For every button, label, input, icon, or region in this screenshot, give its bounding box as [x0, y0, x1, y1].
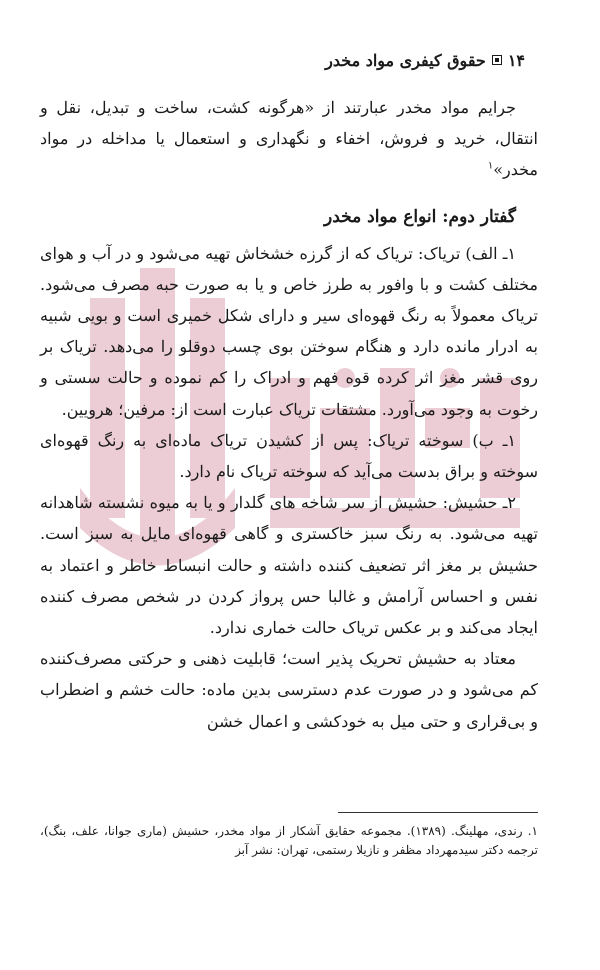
page-header — [40, 48, 525, 72]
square-bullet-icon — [492, 55, 502, 65]
footnote: ۱. رندی، مهلینگ. (۱۳۸۹). مجموعه حقایق آشکار از مواد مخدر، حشیش (ماری جوانا، علف، بنگ)، ترجمه دکتر سیدمهرداد مظفر و نازیلا رستمی، تهران: نشر آبز — [40, 824, 538, 857]
footnote-reference: ۱ — [487, 161, 494, 173]
intro-paragraph — [40, 92, 538, 186]
paragraph-hashish-addict: معتاد به حشیش تحریک پذیر است؛ قابلیت ذهنی و حرکتی مصرف‌کننده کم می‌شود و در صورت عدم دسترسی بدین ماده: حالت خشم و اضطراب و بی‌قراری و حتی میل به خودکشی و اعمال خشن — [40, 649, 538, 731]
paragraph-burnt-opium: ۱ـ ب) سوخته تریاک: پس از کشیدن تریاک ماده‌ای به رنگ قهوه‌ای سوخته و براق بدست می‌آید که سوخته تریاک نام دارد. — [40, 430, 538, 482]
section-heading: گفتار دوم: انواع مواد مخدر — [324, 206, 516, 227]
body-text — [40, 92, 538, 737]
footnote-divider — [338, 812, 538, 813]
intro-paragraph-text: جرایم مواد مخدر عبارتند از «هرگونه کشت، ساخت و تبدیل، نقل و انتقال، خرید و فروش، اخفاء و نگهداری و استعمال یا مداخله در مواد مخدر» — [40, 98, 538, 180]
paragraph-hashish: ۲ـ حشیش: حشیش از سر شاخه های گلدار و یا به میوه نشسته شاهدانه تهیه می‌شود. به رنگ سبز خاکستری و گاهی قهوه‌ای مایل به سبز است. حشیش بر مغز اثر تضعیف کننده داشته و حالت انبساط خاطر و اعتماد به نفس و احساس آرامش و غالبا حس پرواز کردن در شخص مصرف کننده ایجاد می‌کند و بر عکس تریاک حالت خماری ندارد. — [40, 493, 538, 638]
page-number: ۱۴ — [507, 50, 525, 70]
paragraph-opium: ۱ـ الف) تریاک: تریاک که از گرزه خشخاش تهیه می‌شود و در آب و هوای مختلف کشت و با وافور به طرز خاص و یا به صورت حبه مصرف می‌شود. تریاک معمولاً به رنگ قهوه‌ای سیر و دارای شکل خمیری است و بویی شبیه به ادرار مانده دارد و هنگام سوختن بوی چسب دوقلو را می‌دهد. تریاک بر روی قشر مغز اثر کرده قوه فهم و ادراک را کم نموده و حالت سستی و رخوت به وجود می‌آورد. مشتقات تریاک عبارت است از: مرفین؛ هرویین. — [40, 243, 538, 419]
running-title: حقوق کیفری مواد مخدر — [325, 50, 486, 70]
